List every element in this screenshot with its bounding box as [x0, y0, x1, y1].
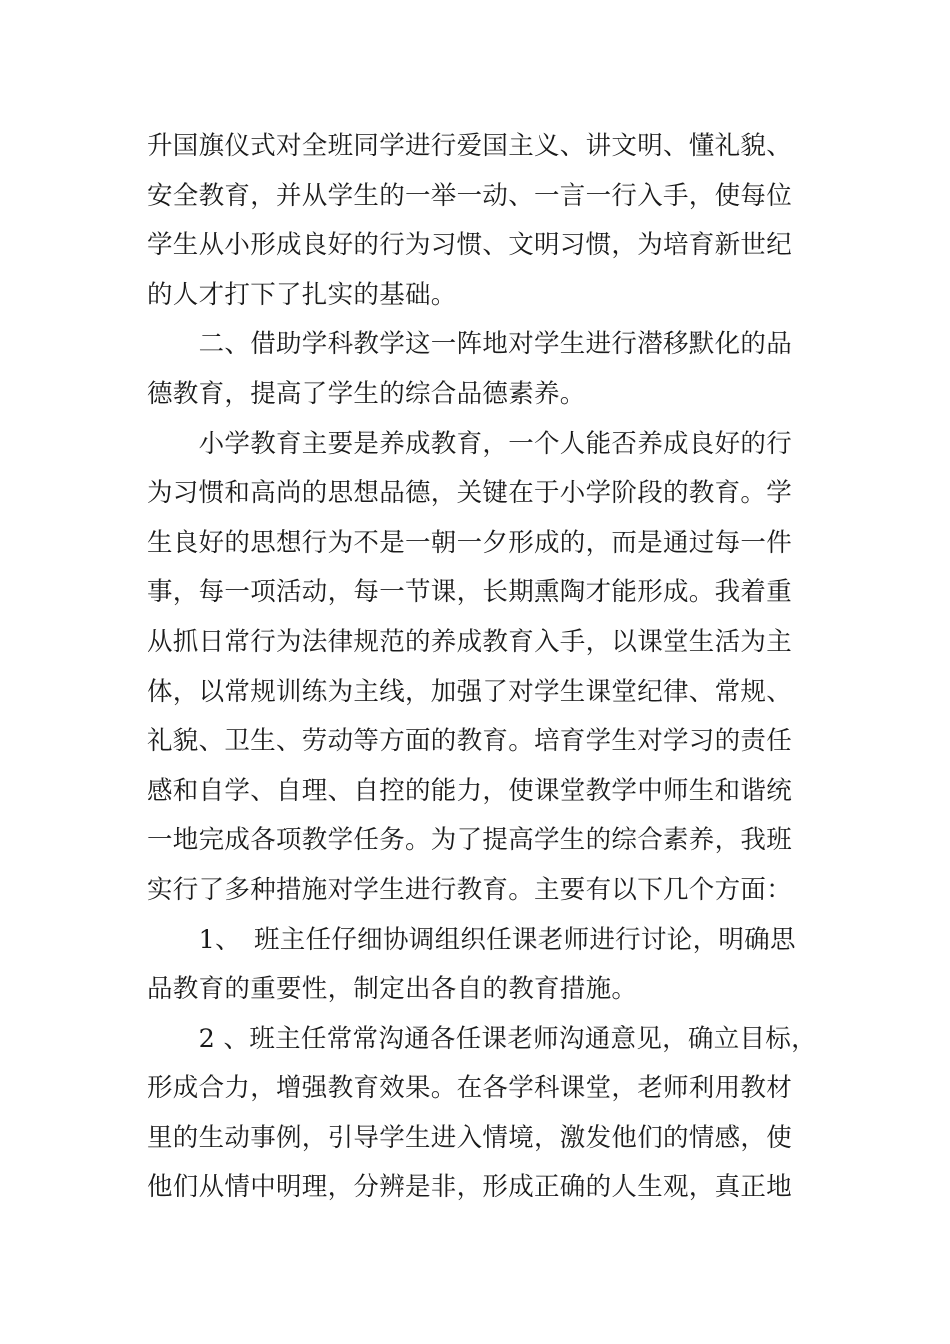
text-line: 礼貌、卫生、劳动等方面的教育。培育学生对学习的责任: [147, 726, 793, 757]
text-line: 他们从情中明理，分辨是非，形成正确的人生观，真正地: [147, 1172, 793, 1203]
text-line: 品教育的重要性，制定出各自的教育措施。: [147, 974, 638, 1005]
text-line: 感和自学、自理、自控的能力，使课堂教学中师生和谐统: [147, 775, 793, 806]
text-line: 1、 班主任仔细协调组织任课老师进行讨论，明确思: [147, 924, 796, 955]
text-line: 实行了多种措施对学生进行教育。主要有以下几个方面：: [147, 874, 793, 905]
text-line: 生良好的思想行为不是一朝一夕形成的，而是通过每一件: [147, 527, 793, 558]
body-text: [147, 122, 817, 1213]
text-line: 小学教育主要是养成教育，一个人能否养成良好的行: [147, 428, 793, 459]
text-line: 安全教育，并从学生的一举一动、一言一行入手，使每位: [147, 180, 793, 211]
text-line: 的人才打下了扎实的基础。: [147, 279, 457, 310]
text-line: 体，以常规训练为主线，加强了对学生课堂纪律、常规、: [147, 676, 793, 707]
text-line: 学生从小形成良好的行为习惯、文明习惯，为培育新世纪: [147, 230, 793, 261]
text-line: 德教育，提高了学生的综合品德素养。: [147, 378, 586, 409]
text-line: 形成合力，增强教育效果。在各学科课堂，老师利用教材: [147, 1073, 793, 1104]
text-line: 二、借助学科教学这一阵地对学生进行潜移默化的品: [147, 329, 793, 360]
text-line: 事，每一项活动，每一节课，长期熏陶才能形成。我着重: [147, 577, 793, 608]
text-line: 为习惯和高尚的思想品德，关键在于小学阶段的教育。学: [147, 478, 793, 509]
text-line: 从抓日常行为法律规范的养成教育入手，以课堂生活为主: [147, 626, 793, 657]
text-line: 一地完成各项教学任务。为了提高学生的综合素养，我班: [147, 825, 793, 856]
text-line: 里的生动事例，引导学生进入情境，激发他们的情感，使: [147, 1122, 793, 1153]
text-line: 2 、班主任常常沟通各任课老师沟通意见，确立目标，: [147, 1023, 817, 1054]
text-line: 升国旗仪式对全班同学进行爱国主义、讲文明、懂礼貌、: [147, 131, 793, 161]
